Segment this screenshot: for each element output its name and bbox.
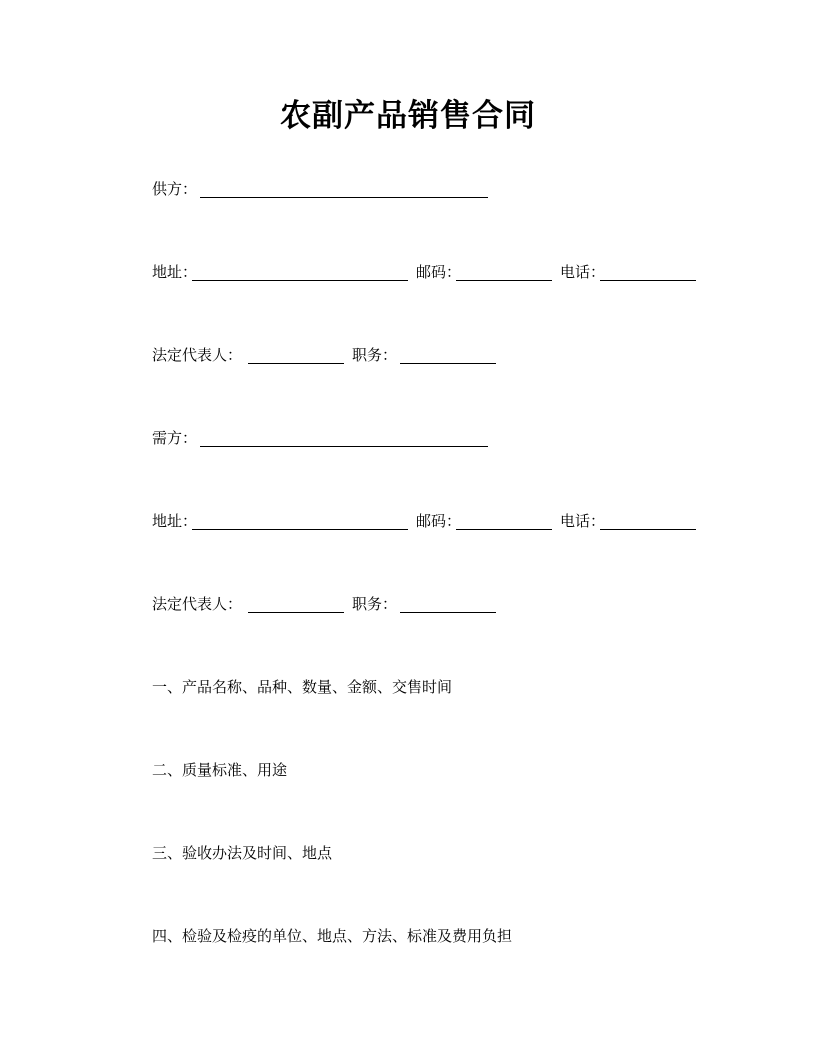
section-heading-1: 一、产品名称、品种、数量、金额、交售时间: [152, 678, 453, 696]
supplier-name-blank[interactable]: [200, 183, 488, 198]
buyer-postcode-blank[interactable]: [456, 515, 552, 530]
supplier-phone-label: 电话：: [560, 263, 606, 281]
supplier-postcode-blank[interactable]: [456, 266, 552, 281]
supplier-position-blank[interactable]: [400, 349, 496, 364]
buyer-name-blank[interactable]: [200, 432, 488, 447]
supplier-address-label: 地址：: [152, 263, 198, 281]
buyer-address-blank[interactable]: [192, 515, 408, 530]
supplier-postcode-label: 邮码：: [416, 263, 462, 281]
supplier-rep-blank[interactable]: [248, 349, 344, 364]
section-heading-3: 三、验收办法及时间、地点: [152, 844, 333, 862]
supplier-rep-label: 法定代表人：: [152, 346, 243, 364]
buyer-label: 需方：: [152, 429, 198, 447]
buyer-rep-blank[interactable]: [248, 598, 344, 613]
buyer-postcode-label: 邮码：: [416, 512, 462, 530]
buyer-contact-row: [152, 509, 712, 533]
supplier-position-label: 职务：: [352, 346, 398, 364]
section-heading-2: 二、质量标准、用途: [152, 761, 288, 779]
buyer-position-label: 职务：: [352, 595, 398, 613]
supplier-contact-row: [152, 260, 712, 284]
buyer-position-blank[interactable]: [400, 598, 496, 613]
document-title: 农副产品销售合同: [280, 98, 536, 134]
supplier-rep-row: [152, 343, 512, 367]
buyer-phone-label: 电话：: [560, 512, 606, 530]
buyer-rep-row: [152, 592, 512, 616]
buyer-phone-blank[interactable]: [600, 515, 696, 530]
supplier-label: 供方：: [152, 180, 198, 198]
section-heading-4: 四、检验及检疫的单位、地点、方法、标准及费用负担: [152, 927, 513, 945]
buyer-address-label: 地址：: [152, 512, 198, 530]
supplier-phone-blank[interactable]: [600, 266, 696, 281]
supplier-row: [152, 177, 512, 201]
buyer-row: [152, 426, 512, 450]
supplier-address-blank[interactable]: [192, 266, 408, 281]
buyer-rep-label: 法定代表人：: [152, 595, 243, 613]
